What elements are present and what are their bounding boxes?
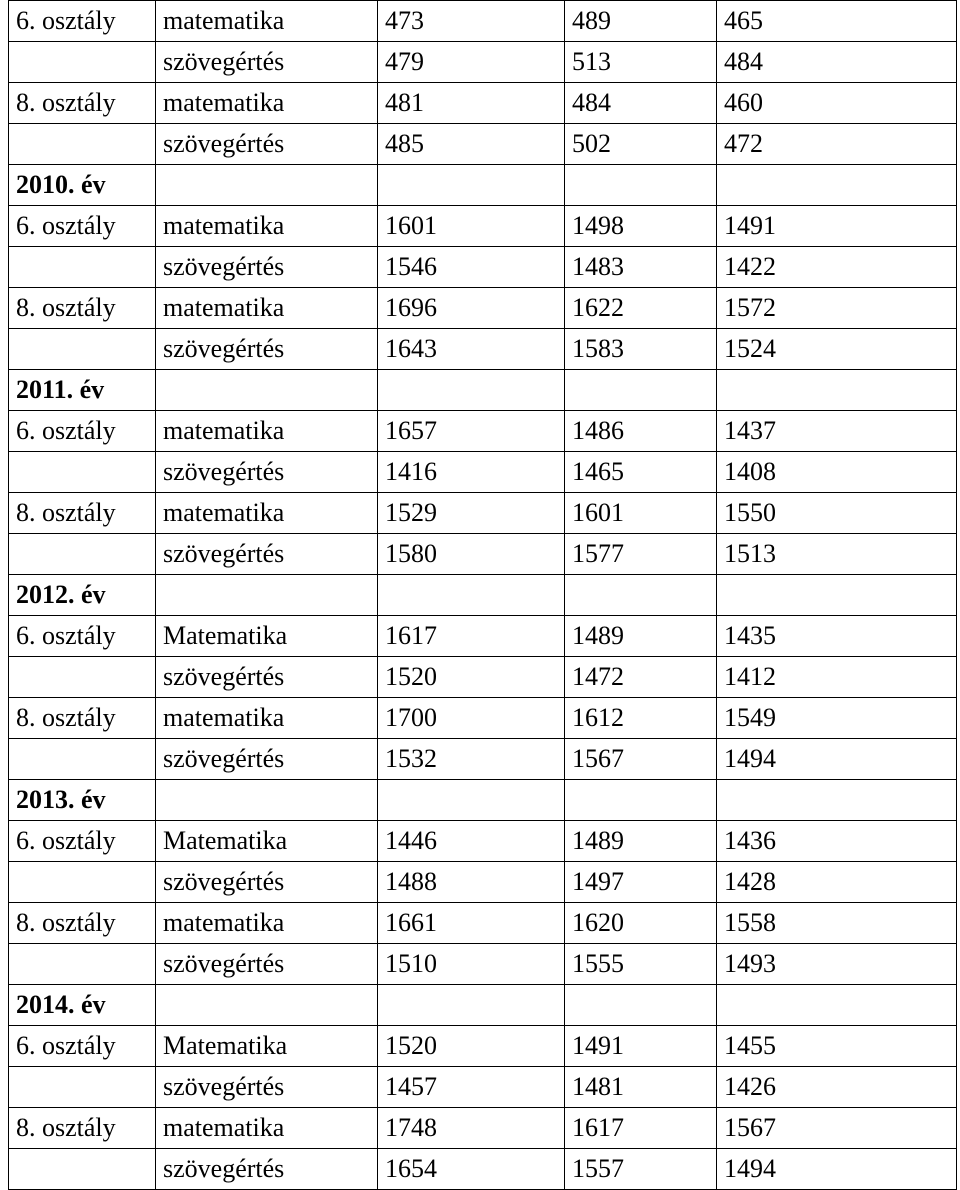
score-cell: 1435 [717, 616, 957, 657]
year-header-row [9, 985, 957, 1026]
score-cell: 1558 [717, 903, 957, 944]
subject-cell: szövegértés [156, 247, 378, 288]
grade-cell: 8. osztály [9, 903, 156, 944]
score-cell: 1426 [717, 1067, 957, 1108]
grade-cell [9, 1067, 156, 1108]
table-row [9, 1026, 957, 1067]
subject-cell: szövegértés [156, 1067, 378, 1108]
score-cell: 1567 [717, 1108, 957, 1149]
score-cell: 1529 [378, 493, 565, 534]
score-cell: 465 [717, 1, 957, 42]
subject-cell: matematika [156, 698, 378, 739]
empty-cell [378, 165, 565, 206]
subject-cell: matematika [156, 206, 378, 247]
score-cell: 1446 [378, 821, 565, 862]
score-cell: 1748 [378, 1108, 565, 1149]
score-cell: 1491 [565, 1026, 717, 1067]
score-cell: 485 [378, 124, 565, 165]
score-cell: 1612 [565, 698, 717, 739]
table-row [9, 657, 957, 698]
score-cell: 1494 [717, 1149, 957, 1190]
table-row [9, 821, 957, 862]
empty-cell [565, 985, 717, 1026]
score-cell: 481 [378, 83, 565, 124]
subject-cell: szövegértés [156, 657, 378, 698]
table-row [9, 42, 957, 83]
subject-cell: szövegértés [156, 534, 378, 575]
table-row [9, 83, 957, 124]
empty-cell [378, 575, 565, 616]
score-cell: 1572 [717, 288, 957, 329]
year-label: 2012. év [9, 575, 156, 616]
score-cell: 1532 [378, 739, 565, 780]
year-header-row [9, 165, 957, 206]
grade-cell: 8. osztály [9, 493, 156, 534]
year-header-row [9, 575, 957, 616]
score-cell: 473 [378, 1, 565, 42]
subject-cell: Matematika [156, 1026, 378, 1067]
grade-cell [9, 534, 156, 575]
score-cell: 1555 [565, 944, 717, 985]
table-row [9, 1, 957, 42]
score-cell: 1488 [378, 862, 565, 903]
table-row [9, 903, 957, 944]
score-cell: 1416 [378, 452, 565, 493]
table-row [9, 616, 957, 657]
year-label: 2014. év [9, 985, 156, 1026]
score-cell: 1510 [378, 944, 565, 985]
grade-cell [9, 944, 156, 985]
score-cell: 1622 [565, 288, 717, 329]
year-label: 2010. év [9, 165, 156, 206]
subject-cell: matematika [156, 1, 378, 42]
subject-cell: szövegértés [156, 329, 378, 370]
grade-cell: 6. osztály [9, 616, 156, 657]
score-cell: 1412 [717, 657, 957, 698]
empty-cell [378, 780, 565, 821]
score-cell: 1437 [717, 411, 957, 452]
score-cell: 1481 [565, 1067, 717, 1108]
score-cell: 1700 [378, 698, 565, 739]
grade-cell [9, 1149, 156, 1190]
score-cell: 1513 [717, 534, 957, 575]
grade-cell [9, 657, 156, 698]
grade-cell: 8. osztály [9, 1108, 156, 1149]
empty-cell [156, 370, 378, 411]
score-cell: 1583 [565, 329, 717, 370]
grade-cell [9, 247, 156, 288]
score-cell: 1601 [565, 493, 717, 534]
results-table-body [9, 1, 957, 1190]
empty-cell [156, 165, 378, 206]
subject-cell: Matematika [156, 616, 378, 657]
score-cell: 1483 [565, 247, 717, 288]
table-row [9, 739, 957, 780]
table-row [9, 452, 957, 493]
score-cell: 479 [378, 42, 565, 83]
score-cell: 1661 [378, 903, 565, 944]
empty-cell [156, 780, 378, 821]
grade-cell [9, 862, 156, 903]
year-header-row [9, 780, 957, 821]
grade-cell [9, 452, 156, 493]
subject-cell: szövegértés [156, 944, 378, 985]
table-row [9, 329, 957, 370]
score-cell: 1520 [378, 1026, 565, 1067]
score-cell: 460 [717, 83, 957, 124]
empty-cell [717, 985, 957, 1026]
score-cell: 1486 [565, 411, 717, 452]
subject-cell: matematika [156, 288, 378, 329]
subject-cell: matematika [156, 493, 378, 534]
empty-cell [565, 370, 717, 411]
score-cell: 1493 [717, 944, 957, 985]
table-row [9, 206, 957, 247]
score-cell: 1617 [378, 616, 565, 657]
table-row [9, 862, 957, 903]
empty-cell [717, 575, 957, 616]
grade-cell [9, 42, 156, 83]
empty-cell [717, 165, 957, 206]
grade-cell: 6. osztály [9, 411, 156, 452]
score-cell: 1524 [717, 329, 957, 370]
score-cell: 1550 [717, 493, 957, 534]
score-cell: 513 [565, 42, 717, 83]
year-label: 2011. év [9, 370, 156, 411]
score-cell: 1428 [717, 862, 957, 903]
score-cell: 472 [717, 124, 957, 165]
empty-cell [565, 165, 717, 206]
score-cell: 1491 [717, 206, 957, 247]
subject-cell: matematika [156, 83, 378, 124]
subject-cell: szövegértés [156, 42, 378, 83]
score-cell: 1489 [565, 821, 717, 862]
subject-cell: szövegértés [156, 739, 378, 780]
table-row [9, 493, 957, 534]
empty-cell [565, 575, 717, 616]
score-cell: 1465 [565, 452, 717, 493]
score-cell: 1489 [565, 616, 717, 657]
score-cell: 1408 [717, 452, 957, 493]
subject-cell: szövegértés [156, 452, 378, 493]
empty-cell [378, 370, 565, 411]
empty-cell [156, 575, 378, 616]
table-row [9, 288, 957, 329]
subject-cell: matematika [156, 903, 378, 944]
score-cell: 1601 [378, 206, 565, 247]
year-header-row [9, 370, 957, 411]
table-row [9, 1067, 957, 1108]
empty-cell [565, 780, 717, 821]
grade-cell: 6. osztály [9, 1, 156, 42]
subject-cell: szövegértés [156, 1149, 378, 1190]
score-cell: 1498 [565, 206, 717, 247]
subject-cell: matematika [156, 411, 378, 452]
table-row [9, 124, 957, 165]
subject-cell: szövegértés [156, 862, 378, 903]
grade-cell: 8. osztály [9, 288, 156, 329]
score-cell: 1455 [717, 1026, 957, 1067]
score-cell: 1567 [565, 739, 717, 780]
score-cell: 1457 [378, 1067, 565, 1108]
score-cell: 489 [565, 1, 717, 42]
grade-cell: 8. osztály [9, 698, 156, 739]
score-cell: 1549 [717, 698, 957, 739]
empty-cell [717, 780, 957, 821]
year-label: 2013. év [9, 780, 156, 821]
grade-cell: 8. osztály [9, 83, 156, 124]
score-cell: 1617 [565, 1108, 717, 1149]
score-cell: 1494 [717, 739, 957, 780]
score-cell: 1580 [378, 534, 565, 575]
score-cell: 1546 [378, 247, 565, 288]
table-row [9, 247, 957, 288]
score-cell: 1643 [378, 329, 565, 370]
score-cell: 484 [565, 83, 717, 124]
subject-cell: Matematika [156, 821, 378, 862]
grade-cell: 6. osztály [9, 821, 156, 862]
table-row [9, 411, 957, 452]
score-cell: 1657 [378, 411, 565, 452]
grade-cell: 6. osztály [9, 206, 156, 247]
table-row [9, 698, 957, 739]
grade-cell [9, 329, 156, 370]
score-cell: 502 [565, 124, 717, 165]
score-cell: 1436 [717, 821, 957, 862]
table-row [9, 1108, 957, 1149]
empty-cell [156, 985, 378, 1026]
score-cell: 1654 [378, 1149, 565, 1190]
grade-cell [9, 124, 156, 165]
table-row [9, 1149, 957, 1190]
results-table [8, 0, 957, 1190]
score-cell: 1557 [565, 1149, 717, 1190]
table-row [9, 534, 957, 575]
empty-cell [378, 985, 565, 1026]
table-row [9, 944, 957, 985]
score-cell: 1696 [378, 288, 565, 329]
grade-cell: 6. osztály [9, 1026, 156, 1067]
subject-cell: matematika [156, 1108, 378, 1149]
score-cell: 484 [717, 42, 957, 83]
score-cell: 1620 [565, 903, 717, 944]
score-cell: 1472 [565, 657, 717, 698]
score-cell: 1577 [565, 534, 717, 575]
grade-cell [9, 739, 156, 780]
empty-cell [717, 370, 957, 411]
score-cell: 1520 [378, 657, 565, 698]
score-cell: 1422 [717, 247, 957, 288]
subject-cell: szövegértés [156, 124, 378, 165]
score-cell: 1497 [565, 862, 717, 903]
